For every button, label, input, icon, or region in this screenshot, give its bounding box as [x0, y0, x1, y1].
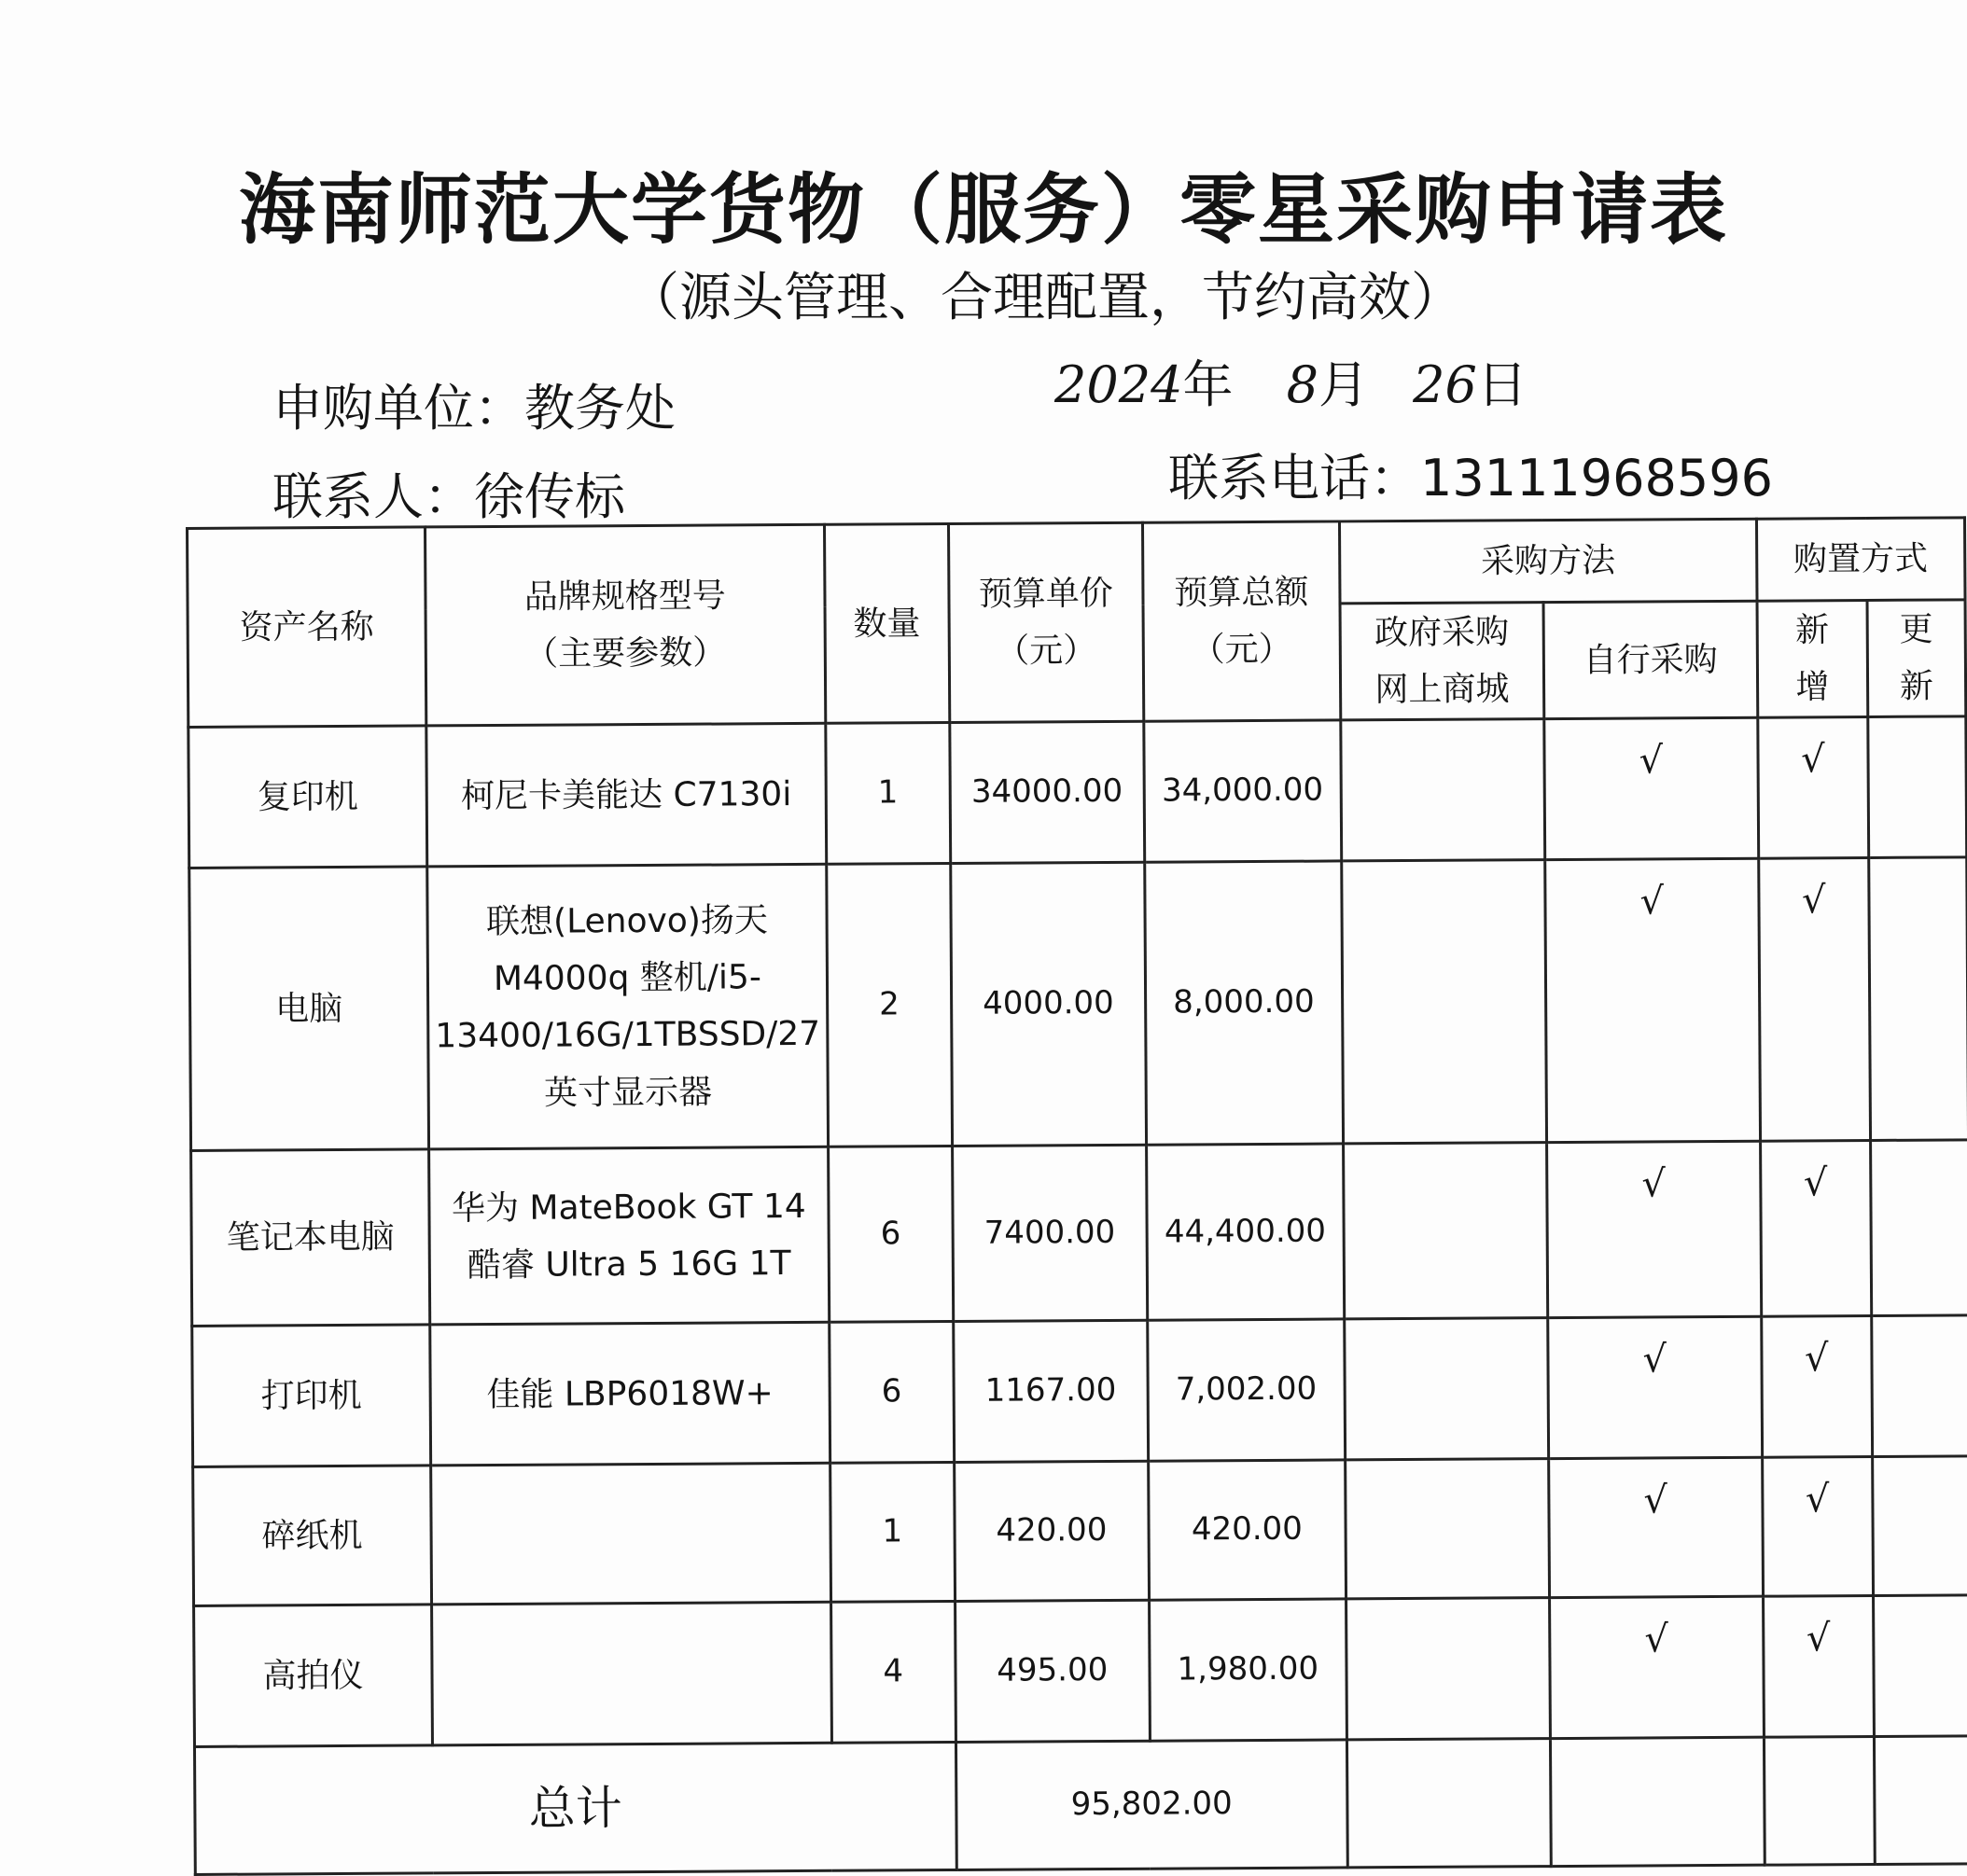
- total-price: 34,000.00: [1144, 720, 1342, 862]
- asset-spec: 联想(Lenovo)扬天 M4000q 整机/i5-13400/16G/1TBSSD/27 英寸显示器: [427, 865, 829, 1150]
- header-asset-name: 资产名称: [188, 527, 426, 728]
- total-price: 8,000.00: [1145, 861, 1344, 1145]
- check-mark-icon: √: [1801, 879, 1826, 923]
- asset-spec: 柯尼卡美能达 C7130i: [426, 724, 827, 868]
- new-cell: [1760, 1141, 1871, 1317]
- header-new-line1: 新: [1794, 611, 1830, 650]
- contact-label: 联系人：: [272, 467, 474, 526]
- phone-value: 13111968596: [1420, 449, 1773, 507]
- self-cell: [1548, 1317, 1763, 1459]
- self-cell: [1546, 1142, 1761, 1318]
- table-row: [188, 716, 1967, 869]
- header-unit-price-line1: 预算单价: [978, 574, 1113, 614]
- quantity: 1: [830, 1463, 955, 1603]
- header-gov-line1: 政府采购: [1374, 613, 1510, 653]
- contact-person: [272, 457, 625, 529]
- asset-name: 笔记本电脑: [191, 1149, 430, 1327]
- check-mark-icon: √: [1641, 1162, 1667, 1206]
- unit-price: 34000.00: [950, 722, 1145, 864]
- gov-cell: [1345, 1318, 1549, 1460]
- renew-cell: [1869, 857, 1967, 1141]
- header-spec: [425, 524, 826, 726]
- unit-price: 420.00: [954, 1462, 1149, 1602]
- header-total: [1142, 521, 1340, 722]
- gov-cell: [1345, 1459, 1549, 1599]
- asset-name: 打印机: [192, 1325, 431, 1467]
- asset-spec: 佳能 LBP6018W+: [430, 1323, 830, 1466]
- check-mark-icon: √: [1800, 738, 1825, 782]
- asset-spec: [432, 1603, 832, 1746]
- check-mark-icon: √: [1643, 1479, 1668, 1522]
- unit-value: 教务处: [524, 379, 676, 438]
- header-unit-price-line2: （元）: [996, 632, 1097, 671]
- check-mark-icon: √: [1642, 1338, 1667, 1382]
- header-total-line2: （元）: [1191, 630, 1292, 670]
- total-empty: [1764, 1737, 1875, 1866]
- unit-price: 7400.00: [952, 1146, 1147, 1322]
- date-month: 8: [1286, 355, 1318, 414]
- check-mark-icon: √: [1805, 1478, 1830, 1522]
- self-cell: [1544, 718, 1759, 860]
- header-method: 采购方法: [1339, 519, 1757, 604]
- header-new: [1757, 600, 1868, 717]
- renew-cell: [1868, 716, 1967, 858]
- form-subtitle: （源头管理、合理配置，节约高效）: [627, 268, 1463, 328]
- header-renew-line1: 更: [1899, 610, 1933, 649]
- unit-price: 4000.00: [951, 863, 1147, 1146]
- new-cell: [1758, 717, 1869, 859]
- asset-name: 高拍仪: [194, 1605, 433, 1747]
- total-price: 44,400.00: [1146, 1144, 1344, 1320]
- total-value: 95,802.00: [956, 1740, 1347, 1870]
- check-mark-icon: √: [1644, 1618, 1669, 1661]
- new-cell: [1763, 1596, 1874, 1738]
- new-cell: [1762, 1316, 1873, 1458]
- quantity: 6: [828, 1146, 953, 1323]
- table-row: [191, 1140, 1967, 1327]
- self-cell: [1545, 859, 1761, 1143]
- table-row: [189, 857, 1967, 1151]
- header-total-line1: 预算总额: [1174, 573, 1309, 613]
- header-renew: [1867, 600, 1966, 717]
- quantity: 2: [827, 864, 953, 1147]
- header-mode: 购置方式: [1756, 518, 1965, 601]
- self-cell: [1549, 1597, 1764, 1739]
- form-title: 海南师范大学货物（服务）零星采购申请表: [238, 166, 1728, 255]
- header-spec-line2: （主要参数）: [524, 633, 727, 674]
- header-gov-line2: 网上商城: [1374, 670, 1510, 710]
- total-price: 420.00: [1148, 1460, 1346, 1600]
- unit-price: 495.00: [955, 1601, 1150, 1743]
- gov-cell: [1342, 860, 1547, 1144]
- asset-spec: [431, 1464, 831, 1605]
- header-self: 自行采购: [1543, 601, 1758, 719]
- date-year: 2024: [1054, 355, 1183, 414]
- total-empty: [1550, 1738, 1765, 1867]
- self-cell: [1548, 1458, 1763, 1598]
- month-label: 月: [1318, 355, 1369, 414]
- header-unit-price: [948, 522, 1143, 723]
- gov-cell: [1341, 719, 1545, 861]
- header-gov: [1340, 603, 1544, 721]
- check-mark-icon: √: [1806, 1617, 1831, 1661]
- date-day: 26: [1413, 355, 1477, 414]
- header-renew-line2: 新: [1899, 667, 1934, 706]
- renew-cell: [1872, 1315, 1967, 1457]
- contact-phone: [1168, 438, 1773, 510]
- asset-name: 碎纸机: [193, 1466, 432, 1606]
- total-label: 总计: [194, 1743, 956, 1875]
- renew-cell: [1870, 1140, 1967, 1316]
- asset-name: 电脑: [189, 867, 429, 1151]
- check-mark-icon: √: [1639, 739, 1664, 783]
- new-cell: [1759, 858, 1871, 1142]
- gov-cell: [1346, 1598, 1550, 1740]
- check-mark-icon: √: [1803, 1161, 1828, 1205]
- renew-cell: [1872, 1456, 1967, 1596]
- unit-price: 1167.00: [954, 1321, 1149, 1463]
- new-cell: [1762, 1457, 1873, 1597]
- check-mark-icon: √: [1639, 880, 1665, 924]
- table-row: [194, 1595, 1967, 1747]
- total-price: 7,002.00: [1148, 1319, 1346, 1461]
- unit-label: 申购单位：: [272, 379, 524, 438]
- contact-value: 徐传标: [474, 467, 625, 526]
- total-empty: [1874, 1736, 1967, 1865]
- phone-label: 联系电话：: [1168, 449, 1420, 507]
- procurement-table: [186, 516, 1967, 1876]
- asset-name: 复印机: [188, 726, 427, 869]
- date: [1054, 345, 1528, 417]
- table-row: [192, 1315, 1967, 1467]
- quantity: 4: [830, 1602, 956, 1744]
- day-label: 日: [1476, 355, 1528, 414]
- header-quantity: 数量: [824, 524, 949, 724]
- quantity: 1: [826, 723, 951, 865]
- total-empty: [1346, 1739, 1551, 1868]
- renew-cell: [1873, 1595, 1967, 1737]
- quantity: 6: [830, 1322, 955, 1464]
- gov-cell: [1343, 1143, 1547, 1319]
- total-price: 1,980.00: [1149, 1599, 1346, 1741]
- header-spec-line1: 品牌规格型号: [523, 577, 726, 617]
- asset-spec: 华为 MateBook GT 14 酷睿 Ultra 5 16G 1T: [429, 1147, 830, 1326]
- header-new-line2: 增: [1795, 668, 1830, 707]
- check-mark-icon: √: [1804, 1337, 1829, 1381]
- table-row: [193, 1456, 1967, 1606]
- requesting-unit: [272, 368, 676, 440]
- year-label: 年: [1182, 355, 1234, 414]
